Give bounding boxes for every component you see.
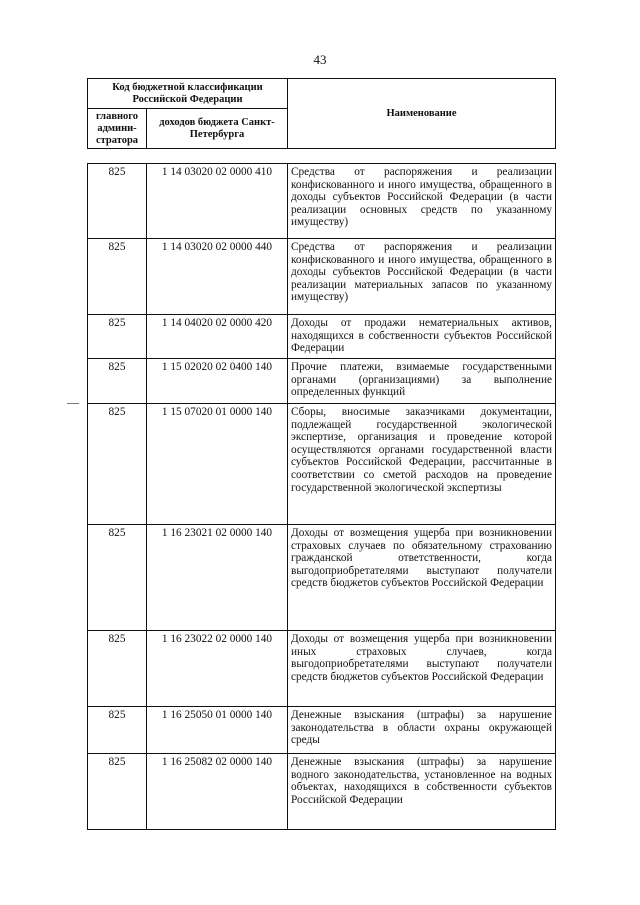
page-number: 43 [313,52,327,67]
admin-code: 825 [88,707,147,754]
table-row [88,239,556,315]
table-header [87,78,556,149]
income-codes-table [87,163,556,830]
table-row [88,315,556,359]
income-code: 1 15 02020 02 0400 140 [147,359,288,404]
table-row [88,525,556,631]
admin-code: 825 [88,754,147,830]
admin-code: 825 [88,239,147,315]
income-code: 1 14 03020 02 0000 410 [147,164,288,239]
admin-code: 825 [88,404,147,525]
income-name: Средства от распоряжения и реализации конфискованного и иного имущества, обращенного в доходы субъектов Российской Федерации (в части реализации основных средств по указанному имуществу) [288,164,556,239]
income-code: 1 14 04020 02 0000 420 [147,315,288,359]
table-row [88,631,556,707]
admin-code: 825 [88,525,147,631]
header-name: Наименование [288,79,556,149]
admin-code: 825 [88,315,147,359]
admin-code: 825 [88,359,147,404]
income-code: 1 16 23021 02 0000 140 [147,525,288,631]
header-classification-code: Код бюджетной классификации Российской Федерации [88,79,288,109]
income-code: 1 16 25082 02 0000 140 [147,754,288,830]
income-code: 1 16 25050 01 0000 140 [147,707,288,754]
income-name: Доходы от возмещения ущерба при возникновении страховых случаев по обязательному страхованию гражданской ответственности, когда выгодоприобретателями выступают получатели средств бюджетов субъектов Российской Федерации [288,525,556,631]
income-name: Сборы, вносимые заказчиками документации, подлежащей государственной экологической экспертизе, организация и проведение которой осуществляются органами государственной власти субъектов Российской Федерации, рассчитанные в соответствии со сметой расходов на проведение государственной экологической экспертизы [288,404,556,525]
income-code: 1 16 23022 02 0000 140 [147,631,288,707]
income-name: Прочие платежи, взимаемые государственными органами (организациями) за выполнение определенных функций [288,359,556,404]
income-name: Доходы от продажи нематериальных активов, находящихся в собственности субъектов Российской Федерации [288,315,556,359]
table-row [88,404,556,525]
income-name: Денежные взыскания (штрафы) за нарушение водного законодательства, установленное на водных объектах, находящихся в собственности субъектов Российской Федерации [288,754,556,830]
header-budget-income: доходов бюджета Санкт-Петербурга [147,109,288,149]
income-name: Денежные взыскания (штрафы) за нарушение законодательства в области охраны окружающей среды [288,707,556,754]
table-row [88,707,556,754]
admin-code: 825 [88,631,147,707]
table-row [88,754,556,830]
income-name: Средства от распоряжения и реализации конфискованного и иного имущества, обращенного в доходы субъектов Российской Федерации (в части реализации материальных запасов по указанному имуществу) [288,239,556,315]
income-code: 1 15 07020 01 0000 140 [147,404,288,525]
header-chief-administrator: главного админи-стратора [88,109,147,149]
margin-mark [67,403,79,404]
admin-code: 825 [88,164,147,239]
income-name: Доходы от возмещения ущерба при возникновении иных страховых случаев, когда выгодоприобретателями выступают получатели средств бюджетов субъектов Российской Федерации [288,631,556,707]
table-row [88,359,556,404]
income-code: 1 14 03020 02 0000 440 [147,239,288,315]
table-row [88,164,556,239]
